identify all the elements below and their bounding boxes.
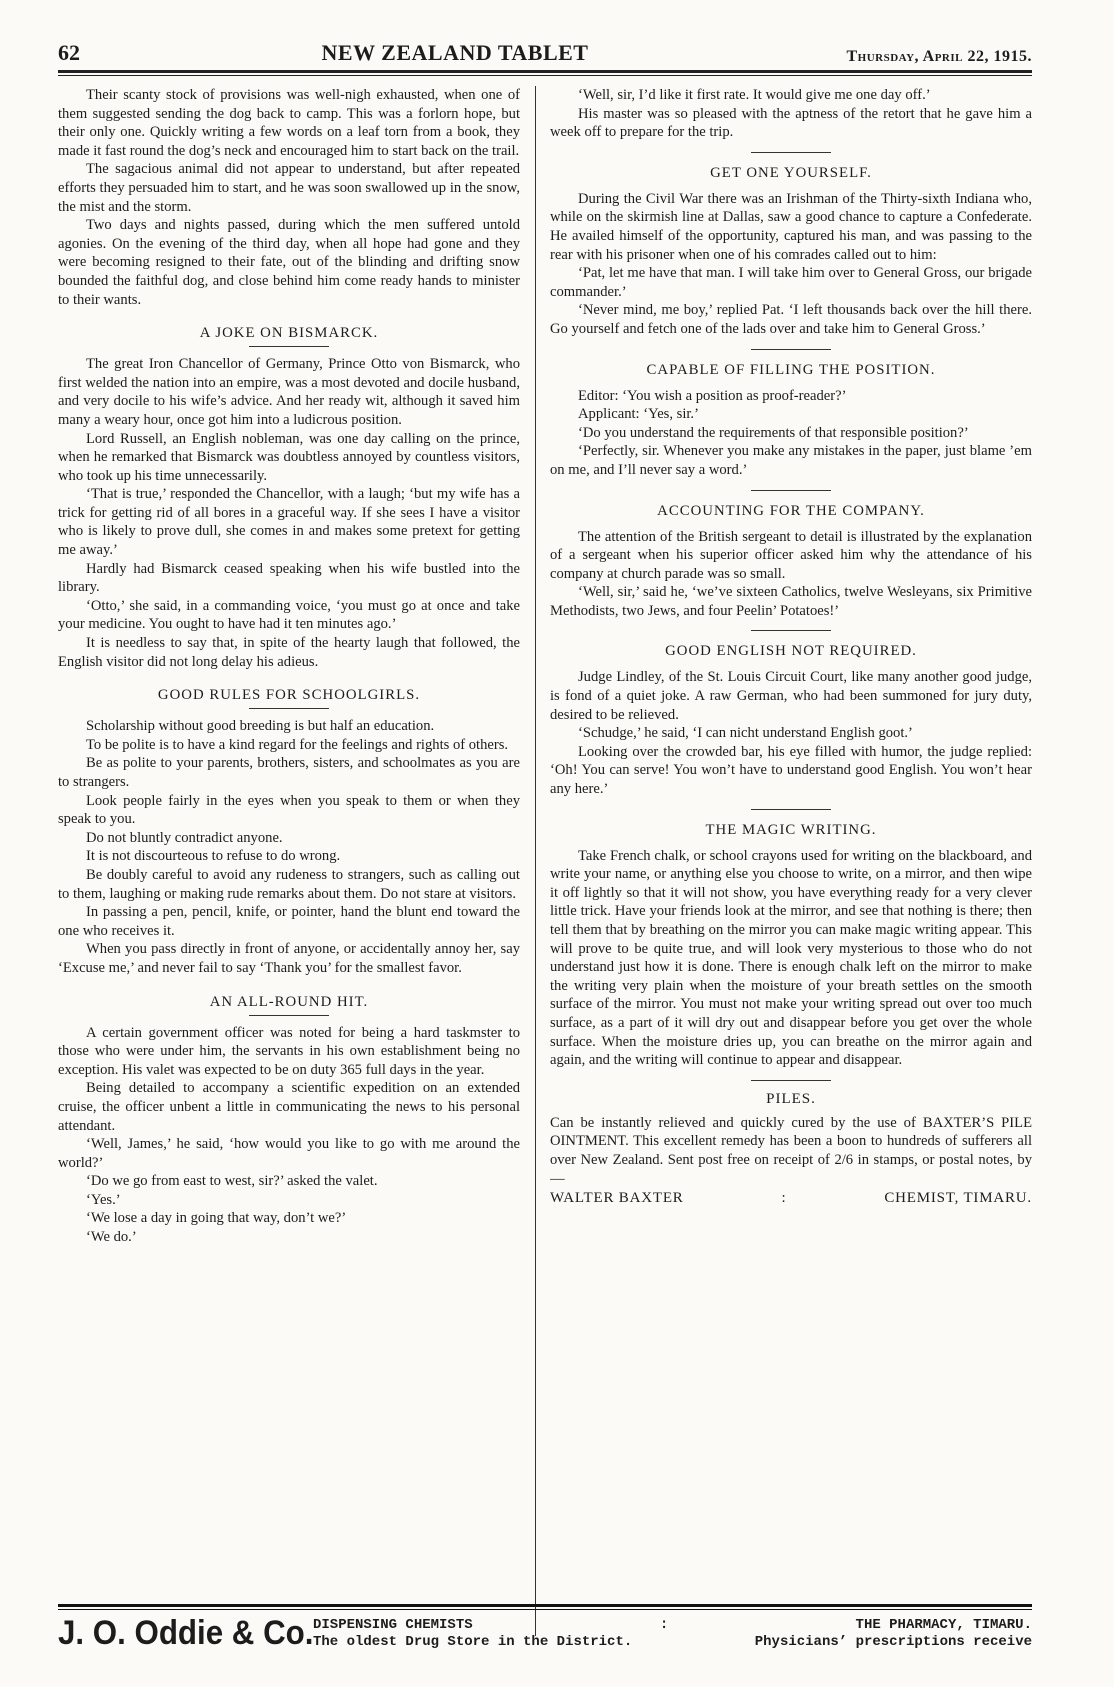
paragraph: ‘We lose a day in going that way, don’t we?’ <box>86 1210 347 1227</box>
publication-title: NEW ZEALAND TABLET <box>321 40 589 65</box>
paragraph: ‘We do.’ <box>86 1229 137 1246</box>
footer-advertisement <box>58 1604 1032 1653</box>
paragraph: ‘Otto,’ she said, in a commanding voice, ‘you must go at once and take your medicine. You ought to have had it ten minutes ago.’ <box>58 597 520 633</box>
footer-line2-left: The oldest Drug Store in the District. <box>313 1633 633 1650</box>
paragraph: ‘Perfectly, sir. Whenever you make any mistakes in the paper, just blame ’em on me, and I’ll never say a word.’ <box>550 443 1032 478</box>
paragraph: ‘Pat, let me have that man. I will take him over to General Gross, our brigade commander.’ <box>550 265 1032 300</box>
paragraph: ‘Well, James,’ he said, ‘how would you like to go with me around the world?’ <box>58 1136 520 1171</box>
paragraph: ‘Do you understand the requirements of that responsible position?’ <box>578 424 969 441</box>
footer-rule <box>58 1604 1032 1610</box>
paragraph: It is needless to say that, in spite of the hearty laugh that followed, the English visitor did not long delay his adieus. <box>58 635 520 670</box>
paragraph: A certain government officer was noted for being a hard taskmster to those who were under him, the servants in his own establishment being no exception. His valet was expected to be on duty 365 full days in the year. <box>58 1024 520 1078</box>
footer-info <box>313 1617 1032 1651</box>
section-rule <box>751 809 831 810</box>
article-good-english <box>550 630 1032 798</box>
ad-sign-separator: : <box>781 1190 787 1207</box>
paragraph: Hardly had Bismarck ceased speaking when his wife bustled into the library. <box>58 560 520 596</box>
paragraph: Be as polite to your parents, brothers, sisters, and schoolmates as you are to strangers. <box>58 755 520 790</box>
masthead <box>58 36 1032 66</box>
article-continued-dog <box>58 86 520 309</box>
paragraph: Be doubly careful to avoid any rudeness to strangers, such as calling out to them, laughing or making rude remarks about them. Do not stare at visitors. <box>58 866 520 902</box>
footer-line1-left: DISPENSING CHEMISTS <box>313 1616 473 1633</box>
section-rule <box>751 630 831 631</box>
paragraph: Do not bluntly contradict anyone. <box>86 829 283 846</box>
footer-brand: J. O. Oddie & Co. <box>58 1614 314 1652</box>
article-heading: AN ALL-ROUND HIT. <box>58 994 520 1016</box>
article-heading: GOOD RULES FOR SCHOOLGIRLS. <box>58 687 520 709</box>
paragraph: To be polite is to have a kind regard for the feelings and rights of others. <box>86 736 509 753</box>
paragraph: When you pass directly in front of anyone, or accidentally annoy her, say ‘Excuse me,’ and never fail to say ‘Thank you’ for the smallest favor. <box>58 941 520 976</box>
article-all-round-hit <box>58 994 520 1247</box>
ad-signature <box>550 1190 1032 1207</box>
article-schoolgirls <box>58 687 520 977</box>
footer-row <box>58 1614 1032 1653</box>
right-column <box>550 86 1032 1641</box>
ad-sign-name: WALTER BAXTER <box>550 1190 684 1207</box>
paragraph: Being detailed to accompany a scientific expedition on an extended cruise, the officer unbent a little in communicating the news to his personal attendant. <box>58 1080 520 1134</box>
article-heading: THE MAGIC WRITING. <box>705 821 877 838</box>
ad-text: Can be instantly relieved and quickly cured by the use of BAXTER’S PILE OINTMENT. This excellent remedy has been a boon to hundreds of sufferers all over New Zealand. Sent post free on receipt of 2/6 in stamps, or postal notes, by— <box>550 1114 1032 1187</box>
paragraph: ‘Never mind, me boy,’ replied Pat. ‘I left thousands back over the hill there. Go yourself and fetch one of the lads over and take him to General Gross.’ <box>550 302 1032 337</box>
article-heading: ACCOUNTING FOR THE COMPANY. <box>657 502 925 519</box>
article-continued-hit <box>550 86 1032 142</box>
columns <box>58 86 1032 1641</box>
paragraph: Judge Lindley, of the St. Louis Circuit Court, like many another good judge, is fond of a quiet joke. A raw German, who had been summoned for jury duty, desired to be relieved. <box>550 669 1032 723</box>
footer-line1-sep: : <box>659 1616 669 1633</box>
paragraph: Take French chalk, or school crayons used for writing on the blackboard, and write your name, or anything else you choose to write, on a mirror, and then wipe it off lightly so that it will not show, you have everything ready for a very clever little trick. Have your friends look at the mirror, and see that nothing is there; then tell them that by breathing on the mirror you can make magic writing appear. This will prove to be quite true, and will look very mysterious to those who do not understand just how it is done. There is enough chalk left on the mirror to make the writing very plain when the moisture of your breath settles on the smooth surface of the mirror. You must not make your writing spread out over too much surface, as a part of it will dry out and disappear before you get over the whole surface. When the moisture dries up, you can breathe on the mirror again and again, and the writing will continue to appear and disappear. <box>550 847 1032 1069</box>
paragraph: Applicant: ‘Yes, sir.’ <box>578 406 699 423</box>
paragraph: Lord Russell, an English nobleman, was one day calling on the prince, when he remarked that Bismarck was doubtless annoyed by countless visitors, who took up his time unnecessarily. <box>58 430 520 484</box>
paragraph: Two days and nights passed, during which the men suffered untold agonies. On the evening of the third day, when all hope had gone and they were becoming resigned to their fate, out of the blinding and drifting snow bounded the faithful dog, and close behind him come ready hands to minister to their wants. <box>58 217 520 308</box>
article-heading: GET ONE YOURSELF. <box>710 164 872 181</box>
section-rule <box>751 1080 831 1081</box>
footer-line2-right: Physicians’ prescriptions receive <box>754 1633 1032 1650</box>
section-rule <box>751 349 831 350</box>
paragraph: ‘That is true,’ responded the Chancellor, with a laugh; ‘but my wife has a trick for getting rid of all bores in a graceful way. If she sees I have a visitor who is likely to prove dull, she comes in and makes some pretext for getting me away.’ <box>58 486 520 559</box>
section-rule <box>751 152 831 153</box>
article-capable <box>550 349 1032 480</box>
paragraph: ‘Well, sir,’ said he, ‘we’ve sixteen Catholics, twelve Wesleyans, six Primitive Methodists, two Jews, and four Peelin’ Potatoes!’ <box>550 584 1032 619</box>
heading-rule <box>249 708 329 709</box>
paragraph: Scholarship without good breeding is but half an education. <box>86 718 435 735</box>
paragraph: Their scanty stock of provisions was well-nigh exhausted, when one of them suggested sending the dog back to camp. This was a forlorn hope, but their only one. Quickly writing a few words on a leaf torn from a book, they made it fast round the dog’s neck and encouraged him to start back on the trail. <box>58 87 520 159</box>
paragraph: In passing a pen, pencil, knife, or pointer, hand the blunt end toward the one who receives it. <box>58 904 520 939</box>
article-magic-writing <box>550 809 1032 1070</box>
article-heading: GOOD ENGLISH NOT REQUIRED. <box>665 643 917 660</box>
article-bismarck <box>58 325 520 671</box>
footer-line <box>313 1634 1032 1651</box>
newspaper-page <box>58 36 1032 1246</box>
article-heading: A JOKE ON BISMARCK. <box>58 325 520 347</box>
issue-date: Thursday, April 22, 1915. <box>846 48 1032 65</box>
paragraph: His master was so pleased with the aptness of the retort that he gave him a week off to prepare for the trip. <box>550 105 1032 141</box>
article-accounting <box>550 490 1032 621</box>
page-number: 62 <box>58 40 80 65</box>
paragraph: The great Iron Chancellor of Germany, Prince Otto von Bismarck, who first welded the nation into an empire, was a most devoted and docile husband, and very docile to his wife’s advice. And her ready wit, although it saved him many a weary hour, once got him into a ludicrous position. <box>58 356 520 428</box>
paragraph: The sagacious animal did not appear to understand, but after repeated efforts they persuaded him to start, and he was soon swallowed up in the snow, the mist and the storm. <box>58 161 520 215</box>
left-column <box>58 86 520 1641</box>
paragraph: Look people fairly in the eyes when you speak to them or when they speak to you. <box>58 792 520 828</box>
paragraph: Editor: ‘You wish a position as proof-reader?’ <box>578 387 847 404</box>
paragraph: The attention of the British sergeant to detail is illustrated by the explanation of a sergeant when his superior officer asked him why the attendance of his company at church parade was so small. <box>550 528 1032 582</box>
paragraph: ‘Schudge,’ he said, ‘I can nicht understand English goot.’ <box>578 725 913 742</box>
advertisement-piles <box>550 1080 1032 1207</box>
article-get-one-yourself <box>550 152 1032 339</box>
article-heading: CAPABLE OF FILLING THE POSITION. <box>646 361 936 378</box>
section-rule <box>751 490 831 491</box>
paragraph: It is not discourteous to refuse to do wrong. <box>86 848 341 865</box>
paragraph: During the Civil War there was an Irishman of the Thirty-sixth Indiana who, while on the skirmish line at Dallas, saw a good chance to capture a Confederate. He availed himself of the opportunity, captured his man, and was passing to the rear with his prisoner when one of his comrades called out to him: <box>550 190 1032 263</box>
heading-rule <box>249 346 329 347</box>
footer-line <box>313 1617 1032 1634</box>
paragraph: ‘Well, sir, I’d like it first rate. It would give me one day off.’ <box>578 87 931 103</box>
paragraph: ‘Yes.’ <box>86 1191 121 1208</box>
footer-line1-right: THE PHARMACY, TIMARU. <box>855 1616 1032 1633</box>
masthead-rule <box>58 70 1032 76</box>
ad-sign-place: CHEMIST, TIMARU. <box>884 1190 1032 1207</box>
paragraph: Looking over the crowded bar, his eye filled with humor, the judge replied: ‘Oh! You can serve! You won’t have to understand good English. You won’t hear any here.’ <box>550 743 1032 798</box>
heading-rule <box>249 1015 329 1016</box>
paragraph: ‘Do we go from east to west, sir?’ asked the valet. <box>86 1173 378 1190</box>
column-divider <box>535 86 536 1636</box>
ad-title: PILES. <box>766 1090 816 1107</box>
